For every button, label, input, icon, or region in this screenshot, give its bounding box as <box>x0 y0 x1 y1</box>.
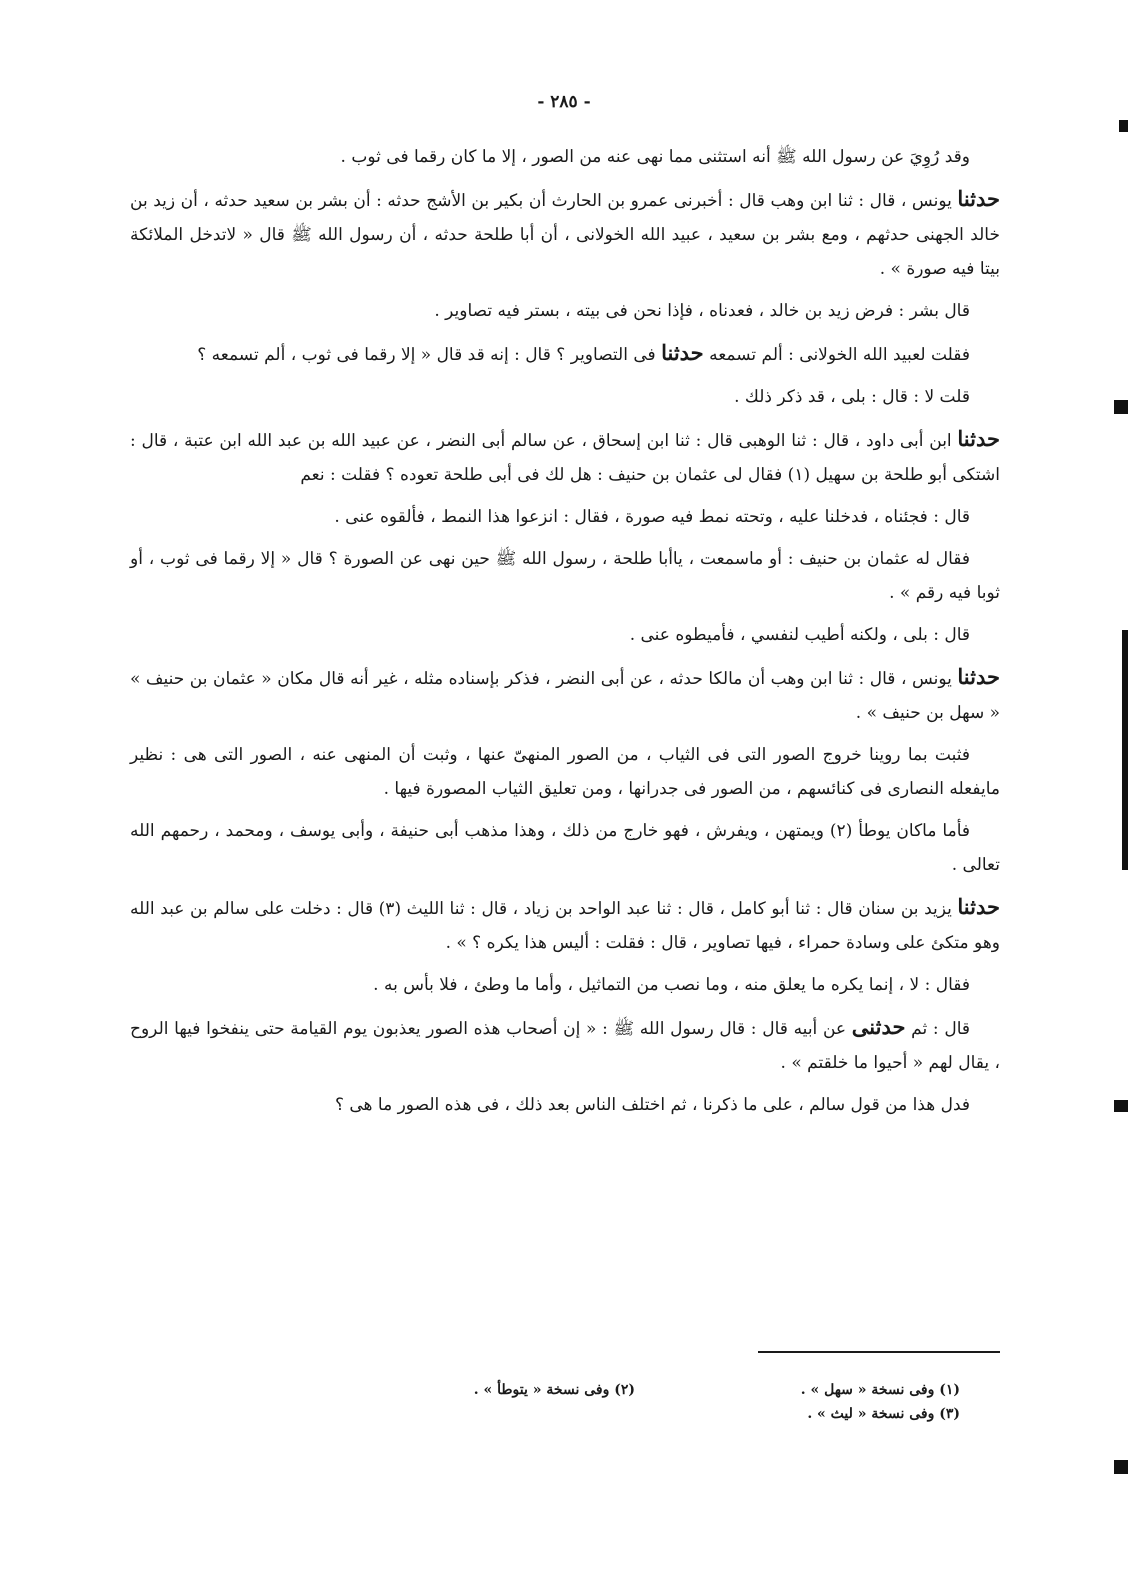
footnote-3: (٣) وفى نسخة « ليث » . <box>807 1406 960 1422</box>
paragraph-16: فدل هذا من قول سالم ، على ما ذكرنا ، ثم اختلف الناس بعد ذلك ، فى هذه الصور ما هى ؟ <box>334 1095 970 1115</box>
paragraph-3: قال بشر : فرض زيد بن خالد ، فعدناه ، فإذا نحن فى بيته ، بستر فيه تصاوير . <box>434 301 970 321</box>
page-number: - ٢٨٥ - <box>537 92 591 112</box>
paragraph-6: حدثنا ابن أبى داود ، قال : ثنا الوهبى قال : ثنا ابن إسحاق ، عن سالم أبى النضر ، عن عبيد الله بن عبد الله ابن عتبة ، قال : اشتكى أبو طلحة بن سهيل (١) فقال لى عثمان بن حنيف : هل لك فى أبى طلحة تعوده ؟ فقلت : نعم <box>130 426 1000 485</box>
footnote-2: (٢) وفى نسخة « يتوطأ » . <box>473 1382 635 1398</box>
scan-edge-mark <box>1114 1100 1128 1112</box>
paragraph-1: وقد رُوِيَ عن رسول الله ﷺ أنه استثنى مما نهى عنه من الصور ، إلا ما كان رقما فى ثوب . <box>340 147 970 167</box>
paragraph-11: فثبت بما روينا خروج الصور التى فى الثياب ، من الصور المنهىّ عنها ، وثبت أن المنهى عنه ، الصور التى هى : نظير مايفعله النصارى فى كنائسهم ، من الصور فى جدرانها ، ومن تعليق الثياب المصورة فيها . <box>130 745 1000 799</box>
footnote-separator <box>758 1351 1000 1353</box>
paragraph-13: حدثنا يزيد بن سنان قال : ثنا أبو كامل ، قال : ثنا عبد الواحد بن زياد ، قال : ثنا الليث (٣) قال : دخلت على سالم بن عبد الله وهو متكئ على وسادة حمراء ، فيها تصاوير ، قال : فقلت : أليس هذا يكره ؟ » . <box>130 894 1000 953</box>
paragraph-12: فأما ماكان يوطأ (٢) ويمتهن ، ويفرش ، فهو خارج من ذلك ، وهذا مذهب أبى حنيفة ، وأبى يوسف ، ومحمد ، رحمهم الله تعالى . <box>130 821 1000 875</box>
isnad-word: حدثنا <box>957 664 1000 689</box>
paragraph-15: قال : ثم حدثنى عن أبيه قال : قال رسول الله ﷺ : « إن أصحاب هذه الصور يعذبون يوم القيامة حتى ينفخوا فيها الروح ، يقال لهم « أحيوا ما خلقتم » . <box>130 1014 1000 1073</box>
isnad-word: حدثنا <box>957 426 1000 451</box>
paragraph-8: فقال له عثمان بن حنيف : أو ماسمعت ، ياأبا طلحة ، رسول الله ﷺ حين نهى عن الصورة ؟ قال « إلا رقما فى ثوب ، أو ثوبا فيه رقم » . <box>130 549 1000 603</box>
body-text <box>130 140 1000 1130</box>
footnotes-right-column <box>640 1378 960 1426</box>
scan-edge-mark <box>1114 400 1128 414</box>
footnotes-left-column <box>335 1378 635 1402</box>
scan-edge-mark <box>1122 630 1128 870</box>
paragraph-7: قال : فجئناه ، فدخلنا عليه ، وتحته نمط فيه صورة ، فقال : انزعوا هذا النمط ، فألقوه عنى . <box>334 507 970 527</box>
scan-edge-mark <box>1119 120 1128 132</box>
isnad-word: حدثنى <box>851 1014 906 1039</box>
scan-edge-mark <box>1114 1460 1128 1474</box>
footnote-1: (١) وفى نسخة « سهل » . <box>800 1382 960 1398</box>
isnad-word: حدثنا <box>661 340 704 365</box>
isnad-word: حدثنا <box>957 894 1000 919</box>
paragraph-5: قلت لا : قال : بلى ، قد ذكر ذلك . <box>734 387 970 407</box>
isnad-word: حدثنا <box>957 186 1001 211</box>
paragraph-10: حدثنا يونس ، قال : ثنا ابن وهب أن مالكا حدثه ، عن أبى النضر ، فذكر بإسناده مثله ، غير أنه قال مكان « عثمان بن حنيف » « سهل بن حنيف » . <box>130 664 1000 723</box>
paragraph-4: فقلت لعبيد الله الخولانى : ألم تسمعه حدثنا فى التصاوير ؟ قال : إنه قد قال « إلا رقما فى ثوب ، ألم تسمعه ؟ <box>197 340 970 365</box>
paragraph-14: فقال : لا ، إنما يكره ما يعلق منه ، وما نصب من التماثيل ، وأما ما وطئ ، فلا بأس به . <box>373 975 970 995</box>
paragraph-9: قال : بلى ، ولكنه أطيب لنفسي ، فأميطوه عنى . <box>629 625 970 645</box>
paragraph-2: حدثنا يونس ، قال : ثنا ابن وهب قال : أخبرنى عمرو بن الحارث أن بكير بن الأشج حدثه : أن بشر بن سعيد حدثه ، أن زيد بن خالد الجهنى حدثهم ، ومع بشر بن سعيد ، عبيد الله الخولانى ، أن أبا طلحة حدثه ، أن رسول الله ﷺ قال « لاتدخل الملائكة بيتا فيه صورة » . <box>130 186 1001 279</box>
